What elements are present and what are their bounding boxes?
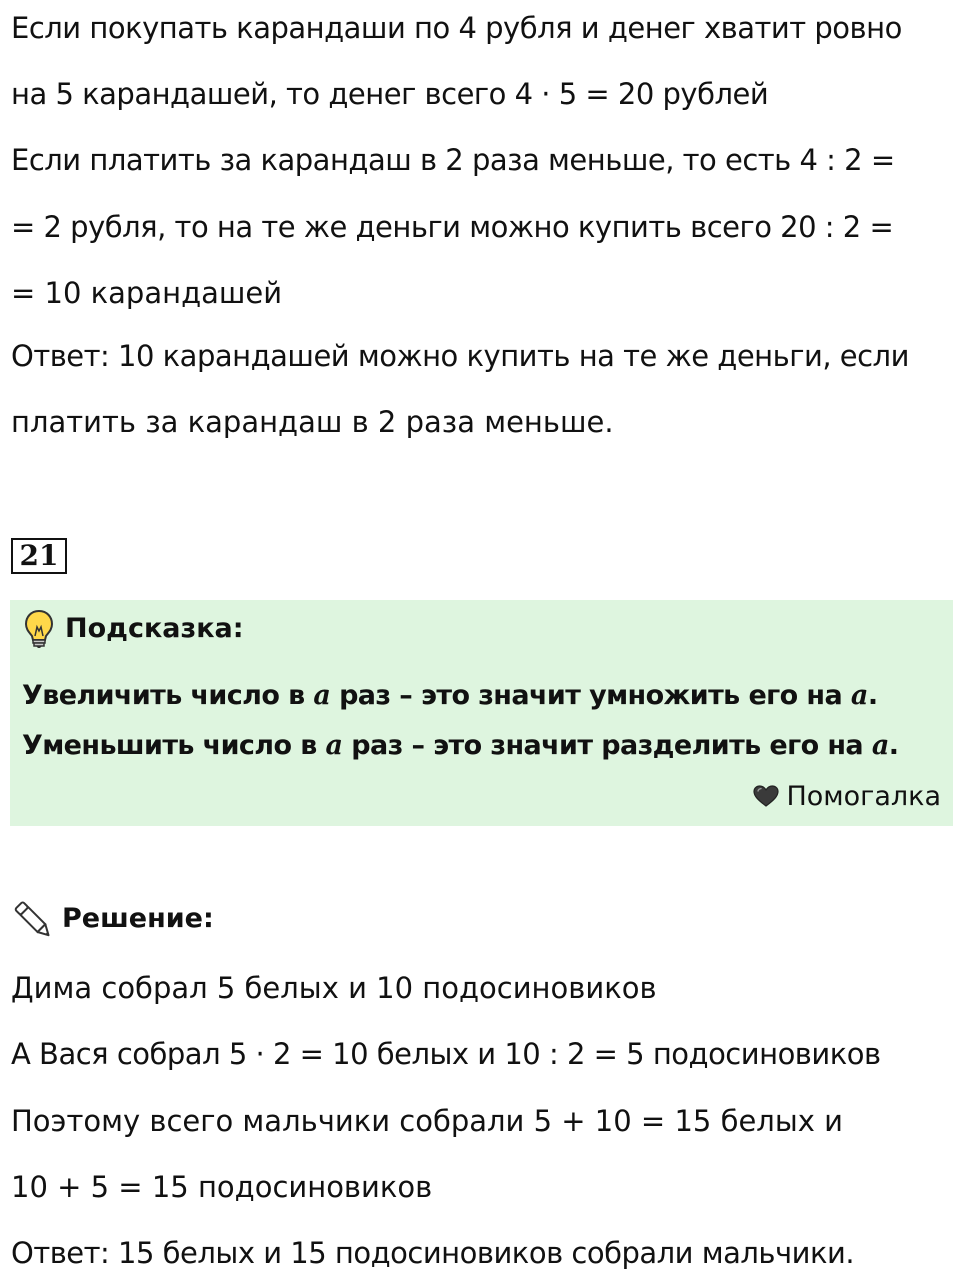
task-number-badge: 21 <box>11 538 67 574</box>
hint-rule-decrease <box>22 728 898 764</box>
signature <box>752 780 941 814</box>
answer-line: Ответ: 10 карандашей можно купить на те же деньги, если <box>11 339 909 373</box>
hint-rule-increase <box>22 678 877 714</box>
solution-title: Решение: <box>62 903 214 934</box>
hint-text-part: . <box>867 680 878 711</box>
hint-text-part: раз – это значит разделить его на <box>342 730 872 761</box>
answer-line: Ответ: 15 белых и 15 подосиновиков собрали мальчики. <box>11 1236 855 1270</box>
text-line: Дима собрал 5 белых и 10 подосиновиков <box>11 971 657 1005</box>
answer-line: платить за карандаш в 2 раза меньше. <box>11 405 614 439</box>
heart-icon <box>752 784 780 808</box>
math-variable: a <box>850 680 868 711</box>
text-line: на 5 карандашей, то денег всего 4 · 5 = 20 рублей <box>11 77 769 111</box>
hint-text-part: раз – это значит умножить его на <box>330 680 851 711</box>
text-line: Если покупать карандаши по 4 рубля и денег хватит ровно <box>11 11 902 45</box>
text-line: 10 + 5 = 15 подосиновиков <box>11 1170 433 1204</box>
text-line: Поэтому всего мальчики собрали 5 + 10 = 15 белых и <box>11 1104 843 1138</box>
math-variable: a <box>871 730 889 761</box>
text-line: А Вася собрал 5 · 2 = 10 белых и 10 : 2 = 5 подосиновиков <box>11 1037 881 1071</box>
math-variable: a <box>313 680 331 711</box>
signature-label: Помогалка <box>786 781 941 812</box>
text-line: = 2 рубля, то на те же деньги можно купить всего 20 : 2 = <box>11 210 894 244</box>
hint-text-part: . <box>888 730 899 761</box>
lightbulb-icon <box>23 609 55 649</box>
pencil-icon <box>12 898 56 942</box>
hint-box <box>10 600 953 826</box>
hint-text-part: Увеличить число в <box>22 680 314 711</box>
hint-title: Подсказка: <box>65 613 244 644</box>
text-line: = 10 карандашей <box>11 276 283 310</box>
math-variable: a <box>325 730 343 761</box>
text-line: Если платить за карандаш в 2 раза меньше, то есть 4 : 2 = <box>11 143 895 177</box>
hint-text-part: Уменьшить число в <box>22 730 326 761</box>
